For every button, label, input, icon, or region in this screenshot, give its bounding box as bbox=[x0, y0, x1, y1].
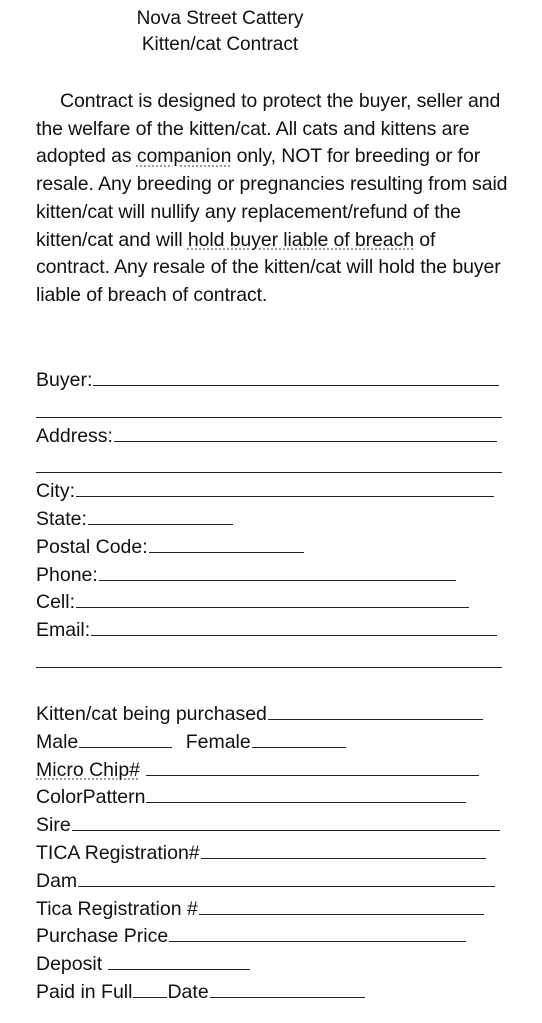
date-line[interactable] bbox=[210, 977, 365, 998]
purchase-price-label: Purchase Price bbox=[36, 925, 169, 948]
buyer-info-section bbox=[36, 365, 516, 671]
buyer-extra-rule[interactable] bbox=[36, 417, 502, 418]
phone-field[interactable] bbox=[36, 560, 516, 588]
state-line[interactable] bbox=[88, 504, 233, 525]
intro-hold-phrase: hold buyer liable of breach bbox=[187, 228, 414, 251]
cell-label: Cell: bbox=[36, 591, 76, 614]
female-line[interactable] bbox=[252, 727, 346, 748]
paid-in-full-label: Paid in Full bbox=[36, 980, 133, 1003]
sire-field[interactable] bbox=[36, 810, 516, 838]
address-line[interactable] bbox=[114, 421, 497, 442]
buyer-extra-line[interactable] bbox=[36, 393, 516, 421]
dam-field[interactable] bbox=[36, 866, 516, 894]
city-label: City: bbox=[36, 480, 75, 503]
email-line[interactable] bbox=[91, 615, 497, 636]
intro-companion: companion bbox=[136, 145, 232, 168]
tica-registration-label: TICA Registration# bbox=[36, 841, 200, 864]
tica-registration-2-field[interactable] bbox=[36, 894, 516, 922]
address-extra-line[interactable] bbox=[36, 448, 516, 476]
postal-code-label: Postal Code: bbox=[36, 535, 148, 558]
tica-registration-2-line[interactable] bbox=[199, 894, 484, 915]
intro-text-1: Contract is designed to protect the buyer, seller and the welfare of the kitten/cat. All cats and kittens are adopted as bbox=[36, 90, 501, 168]
cell-field[interactable] bbox=[36, 587, 516, 615]
intro-text-3: of contract. Any resale of the kitten/cat will hold the buyer liable of breach of contract. bbox=[36, 228, 501, 306]
email-extra-rule[interactable] bbox=[36, 667, 502, 668]
sex-field[interactable] bbox=[36, 727, 516, 755]
deposit-field[interactable] bbox=[36, 949, 516, 977]
deposit-label: Deposit bbox=[36, 953, 103, 976]
sire-label: Sire bbox=[36, 814, 71, 837]
purchase-price-line[interactable] bbox=[169, 921, 466, 942]
postal-code-field[interactable] bbox=[36, 532, 516, 560]
buyer-line[interactable] bbox=[93, 365, 499, 386]
email-extra-line[interactable] bbox=[36, 643, 516, 671]
address-extra-rule[interactable] bbox=[36, 472, 502, 473]
contract-intro-paragraph bbox=[36, 88, 514, 310]
micro-chip-line[interactable] bbox=[146, 755, 479, 776]
email-field[interactable] bbox=[36, 615, 516, 643]
color-pattern-line[interactable] bbox=[146, 782, 466, 803]
buyer-label: Buyer: bbox=[36, 369, 93, 391]
micro-chip-field[interactable] bbox=[36, 755, 516, 783]
tica-registration-line[interactable] bbox=[201, 838, 486, 859]
cattery-title: Nova Street Cattery bbox=[136, 8, 304, 29]
city-line[interactable] bbox=[76, 476, 494, 497]
color-pattern-field[interactable] bbox=[36, 782, 516, 810]
male-line[interactable] bbox=[79, 727, 172, 748]
micro-chip-label: Micro Chip# bbox=[36, 758, 141, 781]
date-label: Date bbox=[167, 980, 209, 1003]
address-label: Address: bbox=[36, 424, 113, 447]
buyer-field[interactable] bbox=[36, 365, 516, 393]
sire-line[interactable] bbox=[72, 810, 500, 831]
kitten-cat-line[interactable] bbox=[268, 699, 483, 720]
paid-in-full-line[interactable] bbox=[133, 977, 167, 998]
city-field[interactable] bbox=[36, 476, 516, 504]
header bbox=[0, 6, 440, 58]
address-field[interactable] bbox=[36, 421, 516, 449]
kitten-cat-field[interactable] bbox=[36, 699, 516, 727]
dam-line[interactable] bbox=[78, 866, 495, 887]
cell-line[interactable] bbox=[76, 587, 469, 608]
cat-info-section bbox=[36, 699, 516, 1005]
phone-line[interactable] bbox=[99, 560, 456, 581]
paid-in-full-field[interactable] bbox=[36, 977, 516, 1005]
contract-subtitle: Kitten/cat Contract bbox=[141, 34, 299, 55]
purchase-price-field[interactable] bbox=[36, 921, 516, 949]
kitten-cat-label: Kitten/cat being purchased bbox=[36, 703, 267, 725]
state-label: State: bbox=[36, 507, 87, 530]
state-field[interactable] bbox=[36, 504, 516, 532]
tica-registration-field[interactable] bbox=[36, 838, 516, 866]
color-pattern-label: ColorPattern bbox=[36, 786, 146, 809]
female-label: Female bbox=[185, 730, 251, 753]
intro-text-2: only, NOT for breeding or for resale. Any breeding or pregnancies resulting from said kitten/cat will nullify any replacement/refund of the kitten/cat and will bbox=[36, 145, 508, 251]
tica-registration-2-label: Tica Registration # bbox=[36, 897, 198, 920]
email-label: Email: bbox=[36, 619, 91, 642]
dam-label: Dam bbox=[36, 869, 78, 892]
male-label: Male bbox=[36, 730, 79, 753]
postal-code-line[interactable] bbox=[149, 532, 304, 553]
phone-label: Phone: bbox=[36, 563, 98, 586]
deposit-line[interactable] bbox=[108, 949, 250, 970]
